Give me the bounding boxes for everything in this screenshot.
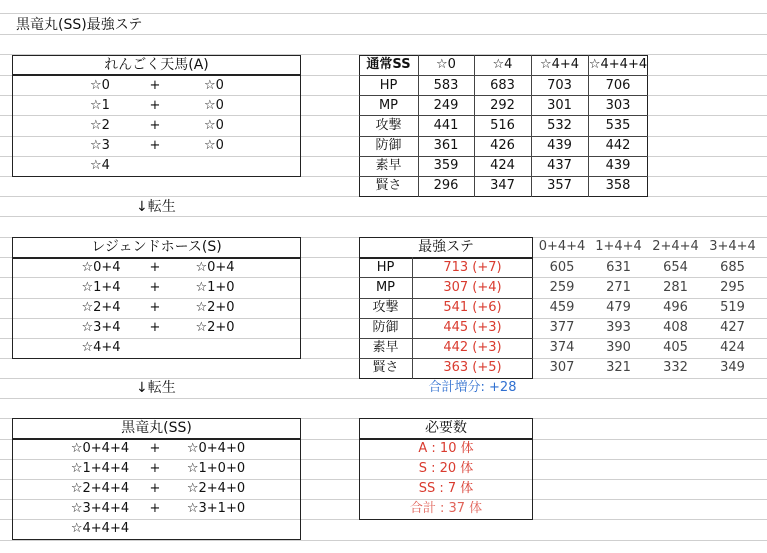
max-extra-value: 685 (720, 260, 745, 275)
normal-value: 703 (547, 78, 572, 93)
max-extra-header: 3+4+4 (709, 239, 756, 254)
normal-value: 706 (605, 78, 631, 93)
block-ss-plus-0: + (149, 441, 161, 456)
max-extra-value: 393 (606, 320, 631, 335)
max-stat-value: 363 (+5) (443, 360, 502, 375)
block-s-left-4: ☆4+4 (81, 340, 121, 355)
block-a-left-4: ☆4 (90, 158, 110, 173)
max-extra-value: 281 (663, 280, 688, 295)
normal-value: 441 (433, 118, 459, 133)
max-extra-value: 605 (549, 260, 575, 275)
normal-value: 532 (547, 118, 572, 133)
max-stat-label: 素早 (372, 340, 399, 355)
block-a-right-3: ☆0 (204, 138, 224, 153)
block-a-right-0: ☆0 (204, 78, 224, 93)
max-table-title: 最強ステ (418, 239, 474, 255)
normal-header-col: ☆4+4 (539, 57, 580, 72)
normal-stat-label: 攻撃 (375, 118, 402, 133)
block-s-plus-2: + (149, 300, 161, 315)
max-extra-value: 390 (606, 340, 631, 355)
normal-header-col: ☆0 (436, 57, 456, 72)
normal-value: 583 (433, 78, 459, 93)
sheet-title: 黒竜丸(SS)最強ステ (16, 17, 143, 33)
block-ss-left-4: ☆4+4+4 (70, 521, 130, 536)
max-extra-value: 479 (606, 300, 631, 315)
block-s-right-3: ☆2+0 (195, 320, 235, 335)
block-ss-title: 黒竜丸(SS) (121, 420, 192, 436)
block-ss-plus-2: + (149, 481, 161, 496)
max-stat-value: 442 (+3) (443, 340, 502, 355)
max-extra-header: 0+4+4 (538, 239, 586, 254)
block-ss-right-3: ☆3+1+0 (186, 501, 246, 516)
max-extra-value: 377 (549, 320, 575, 335)
max-stat-label: 賢さ (372, 360, 399, 375)
block-ss-plus-3: + (149, 501, 161, 516)
block-s-left-2: ☆2+4 (81, 300, 121, 315)
normal-header-col: ☆4 (492, 57, 513, 72)
normal-value: 301 (547, 98, 572, 113)
block-a-right-2: ☆0 (204, 118, 224, 133)
normal-value: 516 (490, 118, 515, 133)
max-extra-header: 1+4+4 (595, 239, 642, 254)
block-s-left-1: ☆1+4 (81, 280, 121, 295)
normal-value: 439 (547, 138, 572, 153)
required-line: A : 10 体 (418, 441, 474, 456)
normal-value: 357 (547, 178, 572, 193)
required-line: SS : 7 体 (418, 481, 474, 496)
max-extra-value: 654 (663, 260, 688, 275)
max-extra-value: 349 (720, 360, 745, 375)
max-extra-header: 2+4+4 (652, 239, 699, 254)
max-extra-value: 295 (720, 280, 745, 295)
normal-value: 347 (490, 178, 515, 193)
normal-value: 535 (605, 118, 631, 133)
max-extra-value: 271 (606, 280, 631, 295)
normal-value: 292 (490, 98, 515, 113)
normal-value: 359 (433, 158, 459, 173)
normal-stat-label: 防御 (375, 138, 402, 153)
normal-header-col: ☆4+4+4 (588, 57, 648, 72)
max-extra-value: 424 (720, 340, 745, 355)
block-ss-right-1: ☆1+0+0 (186, 461, 246, 476)
block-ss-left-2: ☆2+4+4 (70, 481, 130, 496)
block-a-left-2: ☆2 (90, 118, 110, 133)
block-a-plus-0: + (149, 78, 161, 93)
block-ss-left-3: ☆3+4+4 (70, 501, 130, 516)
max-extra-value: 332 (663, 360, 688, 375)
block-a-right-1: ☆0 (204, 98, 224, 113)
block-a-left-0: ☆0 (90, 78, 110, 93)
arrow-label-2: ↓転生 (136, 380, 176, 396)
arrow-label-1: ↓転生 (136, 199, 176, 215)
block-s-plus-0: + (149, 260, 161, 275)
normal-value: 426 (490, 138, 515, 153)
max-extra-value: 374 (549, 340, 575, 355)
block-s-right-1: ☆1+0 (195, 280, 235, 295)
block-a-plus-2: + (149, 118, 161, 133)
block-s-plus-1: + (149, 280, 161, 295)
normal-value: 442 (605, 138, 631, 153)
block-a-title: れんごく天馬(A) (104, 57, 209, 73)
block-s-title: レジェンドホース(S) (91, 239, 222, 255)
max-stat-label: HP (376, 260, 395, 275)
normal-stat-label: MP (378, 98, 399, 113)
max-extra-value: 459 (549, 300, 575, 315)
max-stat-label: 攻撃 (372, 300, 399, 315)
max-stat-value: 307 (+4) (443, 280, 502, 295)
max-stat-value: 445 (+3) (443, 320, 502, 335)
block-a-left-3: ☆3 (90, 138, 110, 153)
normal-value: 437 (547, 158, 572, 173)
block-a-left-1: ☆1 (90, 98, 110, 113)
max-stat-label: 防御 (372, 320, 399, 335)
block-s-left-0: ☆0+4 (81, 260, 121, 275)
normal-value: 439 (605, 158, 631, 173)
max-stat-label: MP (375, 280, 396, 295)
max-stat-value: 541 (+6) (443, 300, 502, 315)
normal-stat-label: 素早 (375, 158, 402, 173)
max-extra-value: 405 (663, 340, 688, 355)
max-extra-value: 307 (549, 360, 575, 375)
max-extra-value: 631 (606, 260, 631, 275)
max-extra-value: 321 (606, 360, 631, 375)
max-extra-value: 408 (663, 320, 688, 335)
max-stat-value: 713 (+7) (443, 260, 502, 275)
block-s-plus-3: + (149, 320, 161, 335)
normal-value: 683 (490, 78, 515, 93)
max-extra-value: 519 (720, 300, 745, 315)
block-s-left-3: ☆3+4 (81, 320, 121, 335)
normal-value: 361 (433, 138, 459, 153)
required-total: 合計 : 37 体 (409, 501, 483, 516)
normal-value: 424 (490, 158, 515, 173)
required-line: S : 20 体 (418, 461, 474, 476)
block-ss-left-0: ☆0+4+4 (70, 441, 130, 456)
normal-value: 358 (605, 178, 631, 193)
normal-stat-label: 賢さ (375, 178, 402, 193)
max-extra-value: 496 (663, 300, 688, 315)
max-extra-value: 259 (549, 280, 575, 295)
block-ss-left-1: ☆1+4+4 (70, 461, 130, 476)
block-s-right-0: ☆0+4 (195, 260, 235, 275)
block-s-right-2: ☆2+0 (195, 300, 235, 315)
block-ss-right-2: ☆2+4+0 (186, 481, 246, 496)
normal-stat-label: HP (379, 78, 398, 93)
total-increase: 合計増分: +28 (428, 380, 517, 395)
required-title: 必要数 (425, 420, 467, 436)
normal-header-label: 通常SS (366, 57, 411, 72)
normal-value: 303 (605, 98, 631, 113)
normal-value: 296 (433, 178, 459, 193)
normal-value: 249 (433, 98, 459, 113)
block-a-plus-1: + (149, 98, 161, 113)
max-extra-value: 427 (720, 320, 745, 335)
block-ss-right-0: ☆0+4+0 (186, 441, 246, 456)
block-ss-plus-1: + (149, 461, 161, 476)
block-a-plus-3: + (149, 138, 161, 153)
